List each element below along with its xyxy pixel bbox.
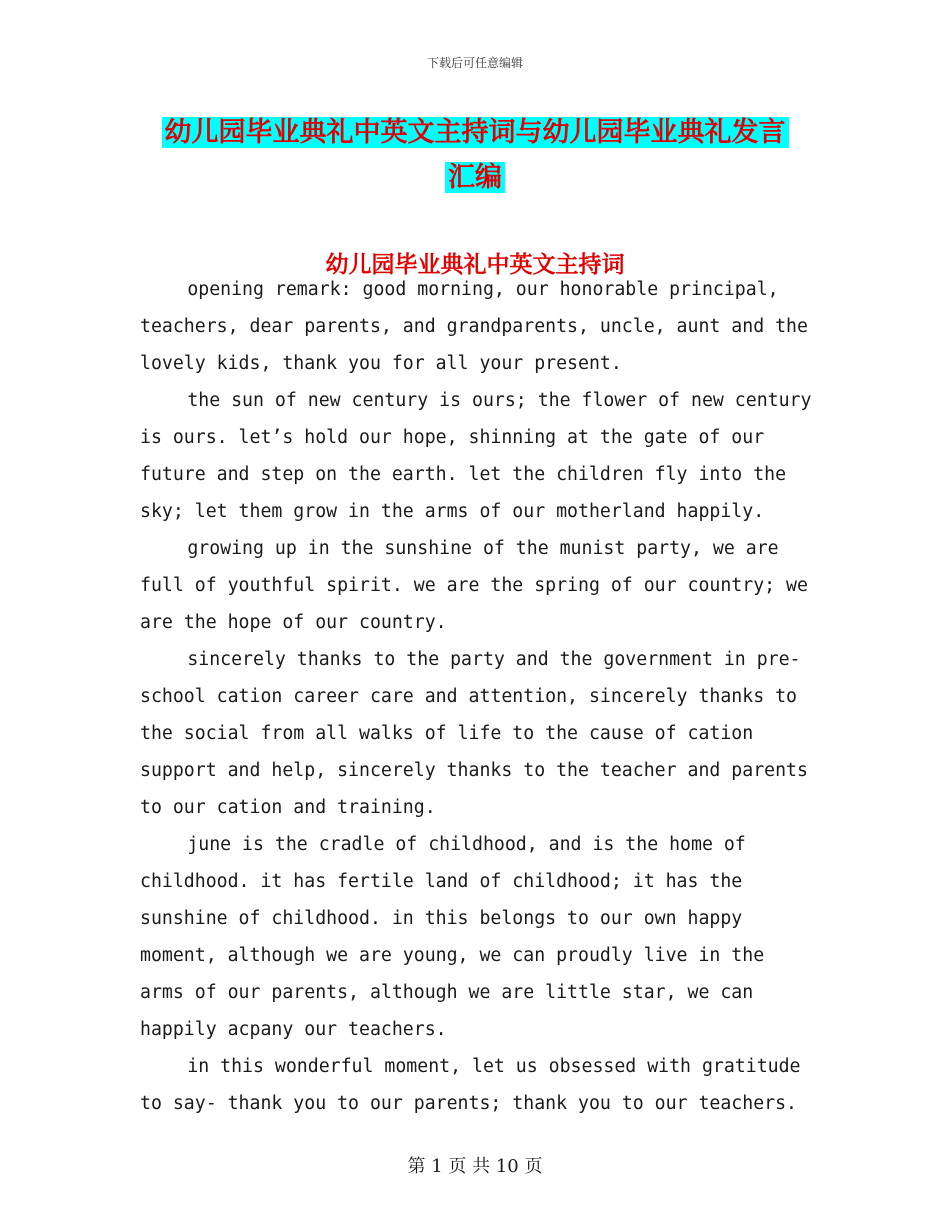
paragraph: the sun of new century is ours; the flower of new century is ours. let’s hold our hope, shinning at the gate of our future and step on the earth. let the children fly into the sky; let them grow in the arms of our motherland happily. <box>140 390 812 522</box>
paragraph: growing up in the sunshine of the munist party, we are full of youthful spirit. we are the spring of our country; we are the hope of our country. <box>140 538 808 633</box>
document-title-line-1: 幼儿园毕业典礼中英文主持词与幼儿园毕业典礼发言 <box>162 117 789 148</box>
body-text <box>140 271 812 1122</box>
paragraph: june is the cradle of childhood, and is the home of childhood. it has fertile land of childhood; it has the sunshine of childhood. in this belongs to our own happy moment, although we are young, we can proudly live in the arms of our parents, although we are little star, we can happily acpany our teachers. <box>140 834 765 1040</box>
header-note: 下载后可任意编辑 <box>426 56 523 70</box>
paragraph: sincerely thanks to the party and the government in pre-school cation career care and attention, sincerely thanks to the social from all walks of life to the cause of cation support and help, sincerely thanks to the teacher and parents to our cation and training. <box>140 649 808 818</box>
paragraph: opening remark: good morning, our honorable principal, teachers, dear parents, and grandparents, uncle, aunt and the lovely kids, thank you for all your present. <box>140 279 808 374</box>
page-footer: 第 1 页 共 10 页 <box>407 1156 543 1177</box>
document-title-line-2: 汇编 <box>445 162 505 193</box>
document-title <box>150 110 800 200</box>
paragraph: in this wonderful moment, let us obsessed with gratitude to say- thank you to our parents; thank you to our teachers. <box>140 1056 801 1114</box>
section-title: 幼儿园毕业典礼中英文主持词 <box>325 252 625 278</box>
